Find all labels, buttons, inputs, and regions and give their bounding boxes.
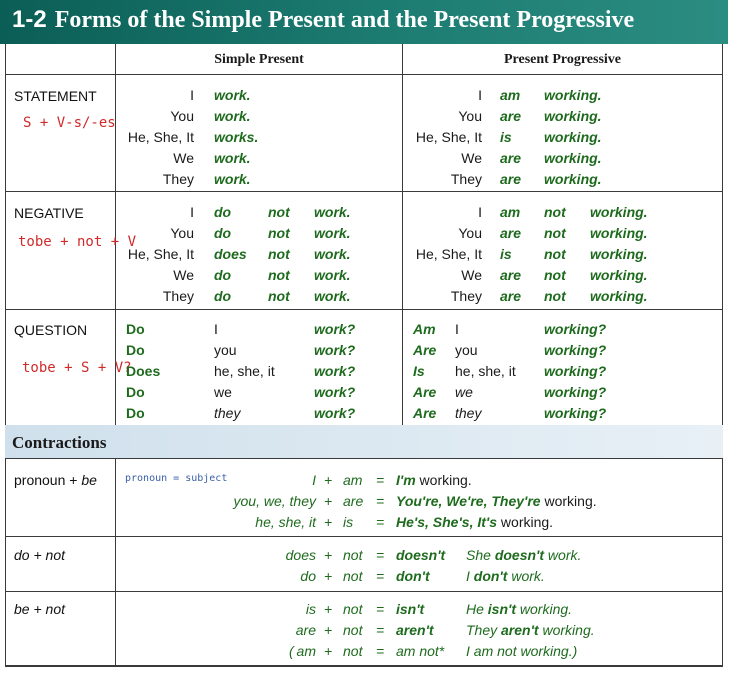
- statement-be: is: [500, 129, 512, 145]
- negative-prog-not: not: [544, 267, 566, 283]
- pronoun-be-right: am: [343, 472, 363, 488]
- divider-contractions-bottom: [5, 458, 723, 459]
- equals-sign: =: [376, 514, 385, 530]
- question-prog-verb: working?: [544, 384, 607, 400]
- negative-subject: He, She, It: [127, 246, 194, 262]
- question-verb: work?: [314, 384, 356, 400]
- question-prog-verb: working?: [544, 363, 607, 379]
- equals-sign: =: [376, 601, 385, 617]
- statement-prog-verb: working.: [544, 171, 602, 187]
- statement-verb: work.: [214, 108, 251, 124]
- not-word: not: [343, 568, 363, 584]
- not-word: not: [343, 622, 363, 638]
- statement-verb: work.: [214, 87, 251, 103]
- not-word: not: [343, 643, 363, 659]
- question-label: QUESTION: [14, 322, 88, 338]
- question-prog-subject: you: [455, 342, 478, 358]
- negative-prog-subject: He, She, It: [415, 246, 482, 262]
- question-aux: Does: [126, 363, 161, 379]
- negative-prog-subject: They: [450, 288, 482, 304]
- statement-subject: They: [162, 171, 194, 187]
- pronoun-be-example: He's, She's, It's working.: [396, 514, 554, 530]
- negative-be: is: [500, 246, 512, 262]
- be-not-label: be + not: [14, 601, 65, 617]
- plus-sign: +: [324, 622, 333, 638]
- question-aux: Do: [126, 405, 145, 421]
- question-be: Is: [413, 363, 425, 379]
- be-not-short: am not*: [396, 643, 445, 659]
- equals-sign: =: [376, 643, 385, 659]
- question-prog-subject: I: [455, 321, 459, 337]
- question-aux: Do: [126, 342, 145, 358]
- question-prog-subject: they: [455, 405, 482, 421]
- negative-aux: do: [214, 267, 232, 283]
- be-not-example: He isn't working.: [466, 601, 573, 617]
- contractions-bar: [5, 425, 723, 458]
- plus-sign: +: [324, 514, 333, 530]
- divider-pronoun-bottom: [5, 536, 723, 537]
- divider-donot-bottom: [5, 591, 723, 592]
- header-present-progressive: Present Progressive: [503, 52, 622, 67]
- negative-prog-verb: working.: [590, 204, 648, 220]
- border-bottom: [5, 665, 723, 667]
- negative-prog-not: not: [544, 204, 566, 220]
- question-aux: Do: [126, 321, 145, 337]
- statement-be: are: [500, 150, 522, 166]
- statement-verb: work.: [214, 171, 251, 187]
- statement-subject: He, She, It: [127, 129, 194, 145]
- question-verb: work?: [314, 363, 356, 379]
- statement-prog-verb: working.: [544, 108, 602, 124]
- pronoun-be-left: I: [312, 472, 316, 488]
- negative-aux: do: [214, 225, 232, 241]
- equals-sign: =: [376, 568, 385, 584]
- negative-verb: work.: [314, 267, 351, 283]
- question-prog-verb: working?: [544, 405, 607, 421]
- statement-subject: I: [190, 87, 194, 103]
- statement-note: S + V-s/-es: [23, 115, 116, 131]
- col-divider-1b: [115, 458, 116, 665]
- be-not-open-paren: (: [289, 643, 294, 659]
- do-not-left: do: [300, 568, 316, 584]
- negative-subject: We: [173, 267, 194, 283]
- pronoun-be-example: You're, We're, They're working.: [396, 493, 597, 509]
- do-not-short: don't: [396, 568, 430, 584]
- negative-prog-subject: I: [478, 204, 482, 220]
- negative-prog-verb: working.: [590, 246, 648, 262]
- negative-not: not: [268, 225, 290, 241]
- statement-be: are: [500, 108, 522, 124]
- be-not-short: isn't: [396, 601, 425, 617]
- contractions-heading: Contractions: [12, 433, 107, 452]
- pronoun-be-left: he, she, it: [255, 514, 316, 530]
- question-subject: they: [214, 405, 241, 421]
- border-left: [5, 44, 6, 666]
- negative-be: am: [500, 204, 521, 220]
- be-not-left: am: [296, 643, 316, 659]
- not-word: not: [343, 547, 363, 563]
- statement-label: STATEMENT: [14, 88, 97, 104]
- question-prog-verb: working?: [544, 342, 607, 358]
- negative-subject: I: [190, 204, 194, 220]
- be-not-example: I am not working.): [466, 643, 578, 659]
- negative-aux: do: [214, 204, 232, 220]
- pronoun-be-right: are: [343, 493, 364, 509]
- negative-subject: You: [170, 225, 194, 241]
- question-subject: you: [214, 342, 237, 358]
- negative-prog-not: not: [544, 288, 566, 304]
- negative-label: NEGATIVE: [14, 205, 84, 221]
- negative-subject: They: [162, 288, 194, 304]
- do-not-left: does: [285, 547, 316, 563]
- negative-be: are: [500, 288, 522, 304]
- statement-prog-subject: You: [458, 108, 482, 124]
- question-verb: work?: [314, 342, 356, 358]
- statement-prog-subject: I: [478, 87, 482, 103]
- negative-be: are: [500, 267, 522, 283]
- negative-prog-not: not: [544, 225, 566, 241]
- statement-prog-subject: He, She, It: [415, 129, 482, 145]
- pronoun-be-example: I'm working.: [396, 472, 472, 488]
- negative-not: not: [268, 267, 290, 283]
- plus-sign: +: [324, 493, 333, 509]
- statement-prog-verb: working.: [544, 87, 602, 103]
- negative-not: not: [268, 288, 290, 304]
- equals-sign: =: [376, 493, 385, 509]
- statement-be: are: [500, 171, 522, 187]
- question-note: tobe + S + V?: [22, 360, 132, 376]
- negative-aux: do: [214, 288, 232, 304]
- statement-be: am: [500, 87, 521, 103]
- be-not-example: They aren't working.: [466, 622, 595, 638]
- pronoun-be-left: you, we, they: [233, 493, 316, 509]
- do-not-label: do + not: [14, 547, 65, 563]
- question-subject: I: [214, 321, 218, 337]
- negative-aux: does: [214, 246, 247, 262]
- negative-prog-subject: You: [458, 225, 482, 241]
- equals-sign: =: [376, 547, 385, 563]
- question-be: Are: [413, 342, 437, 358]
- question-subject: we: [214, 384, 232, 400]
- negative-prog-verb: working.: [590, 267, 648, 283]
- question-aux: Do: [126, 384, 145, 400]
- divider-statement-bottom: [5, 191, 723, 192]
- question-prog-verb: working?: [544, 321, 607, 337]
- question-subject: he, she, it: [214, 363, 275, 379]
- equals-sign: =: [376, 472, 385, 488]
- statement-verb: works.: [214, 129, 259, 145]
- plus-sign: +: [324, 547, 333, 563]
- question-be: Am: [413, 321, 436, 337]
- do-not-short: doesn't: [396, 547, 446, 563]
- be-not-short: aren't: [396, 622, 434, 638]
- do-not-example: I don't work.: [466, 568, 545, 584]
- statement-subject: We: [173, 150, 194, 166]
- be-not-left: are: [295, 622, 316, 638]
- not-word: not: [343, 601, 363, 617]
- divider-header-bottom: [5, 74, 723, 75]
- border-right: [722, 44, 723, 666]
- plus-sign: +: [324, 601, 333, 617]
- plus-sign: +: [324, 643, 333, 659]
- pronoun-subject-note: pronoun = subject: [125, 473, 228, 484]
- pronoun-be-right: is: [343, 514, 354, 530]
- title-bar: [0, 0, 728, 44]
- statement-prog-verb: working.: [544, 129, 602, 145]
- question-be: Are: [413, 405, 437, 421]
- statement-prog-subject: They: [450, 171, 482, 187]
- question-verb: work?: [314, 405, 356, 421]
- negative-be: are: [500, 225, 522, 241]
- statement-prog-verb: working.: [544, 150, 602, 166]
- negative-prog-subject: We: [461, 267, 482, 283]
- question-prog-subject: he, she, it: [455, 363, 516, 379]
- header-simple-present: Simple Present: [214, 52, 304, 67]
- question-be: Are: [413, 384, 437, 400]
- plus-sign: +: [324, 472, 333, 488]
- divider-negative-bottom: [5, 309, 723, 310]
- negative-not: not: [268, 204, 290, 220]
- page-title: 1-2 Forms of the Simple Present and the Present Progressive: [12, 6, 635, 33]
- be-not-left: is: [305, 601, 316, 617]
- negative-note: tobe + not + V: [18, 234, 137, 250]
- negative-not: not: [268, 246, 290, 262]
- negative-verb: work.: [314, 288, 351, 304]
- question-verb: work?: [314, 321, 356, 337]
- statement-subject: You: [170, 108, 194, 124]
- negative-prog-not: not: [544, 246, 566, 262]
- question-prog-subject: we: [455, 384, 473, 400]
- negative-verb: work.: [314, 204, 351, 220]
- pronoun-be-label: pronoun + be: [14, 472, 97, 488]
- negative-prog-verb: working.: [590, 288, 648, 304]
- negative-verb: work.: [314, 246, 351, 262]
- negative-verb: work.: [314, 225, 351, 241]
- statement-prog-subject: We: [461, 150, 482, 166]
- statement-verb: work.: [214, 150, 251, 166]
- plus-sign: +: [324, 568, 333, 584]
- negative-prog-verb: working.: [590, 225, 648, 241]
- equals-sign: =: [376, 622, 385, 638]
- do-not-example: She doesn't work.: [466, 547, 582, 563]
